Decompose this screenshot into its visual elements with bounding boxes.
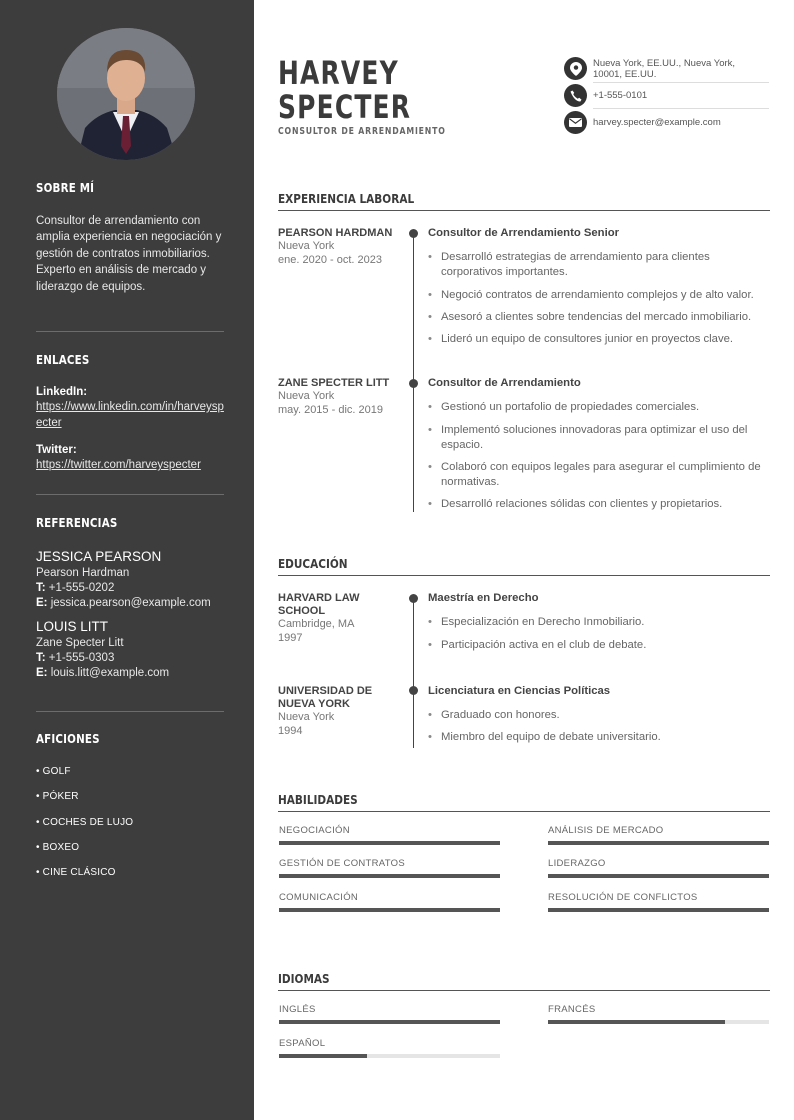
twitter-link[interactable]: https://twitter.com/harveyspecter <box>36 459 201 471</box>
job-bullet: • Desarrolló estrategias de arrendamiento para clientes corporativos importantes. <box>428 250 773 280</box>
skill-item <box>279 825 500 836</box>
timeline-dot <box>409 686 418 695</box>
name-block <box>278 56 483 137</box>
skill-label: LIDERAZGO <box>548 858 606 869</box>
phone-text: +1-555-0101 <box>593 90 648 101</box>
phone-label: T: <box>36 652 46 664</box>
skill-bar-fill <box>279 874 500 878</box>
school-name: UNIVERSIDAD DE NUEVA YORK <box>278 685 373 710</box>
linkedin-link[interactable]: https://www.linkedin.com/in/harveyspecter <box>36 401 224 429</box>
job-org: ZANE SPECTER LITT <box>278 377 390 389</box>
timeline-dot <box>409 594 418 603</box>
job-role: Consultor de Arrendamiento <box>428 377 581 389</box>
education-bullet: • Graduado con honores. <box>428 708 773 723</box>
divider <box>36 711 224 712</box>
divider <box>278 210 770 211</box>
language-item <box>279 1038 500 1049</box>
school-location: Cambridge, MA <box>278 618 355 630</box>
sidebar <box>0 0 254 1120</box>
reference-company: Pearson Hardman <box>36 567 130 579</box>
divider <box>278 811 770 812</box>
timeline-line <box>413 232 414 512</box>
degree: Maestría en Derecho <box>428 592 539 604</box>
skill-bar-fill <box>279 908 500 912</box>
language-item <box>279 1004 500 1015</box>
job-bullet: • Asesoró a clientes sobre tendencias del mercado inmobiliario. <box>428 310 773 325</box>
reference-name: LOUIS LITT <box>36 619 109 634</box>
languages-heading <box>278 971 770 986</box>
job-dates: may. 2015 - dic. 2019 <box>278 404 383 416</box>
email-value: louis.litt@example.com <box>50 667 170 679</box>
languages-heading-text: IDIOMAS <box>278 971 330 986</box>
links-heading: ENLACES <box>36 353 90 367</box>
email-value: jessica.pearson@example.com <box>50 597 211 609</box>
about-heading: SOBRE MÍ <box>36 181 95 195</box>
language-label: INGLÉS <box>279 1004 316 1015</box>
reference-phone <box>36 652 224 664</box>
timeline-line <box>413 597 414 748</box>
references-heading: REFERENCIAS <box>36 516 118 530</box>
email-icon <box>564 111 587 134</box>
job-dates: ene. 2020 - oct. 2023 <box>278 254 382 266</box>
education-heading <box>278 556 770 571</box>
last-name: SPECTER <box>278 88 412 126</box>
first-name: HARVEY <box>278 54 399 92</box>
divider <box>278 575 770 576</box>
school-name: HARVARD LAW SCHOOL <box>278 592 360 617</box>
skill-bar-fill <box>548 841 769 845</box>
hobby-item: • CINE CLÁSICO <box>36 867 116 879</box>
about-text: Consultor de arrendamiento con amplia experiencia en negociación y gestión de contratos inmobiliarios. Experto en análisis de mercado y liderazgo de equipos. <box>36 215 222 293</box>
skill-label: GESTIÓN DE CONTRATOS <box>279 858 405 869</box>
references-section <box>36 516 224 679</box>
reference-company: Zane Specter Litt <box>36 637 124 649</box>
job-role: Consultor de Arrendamiento Senior <box>428 227 620 239</box>
phone-label: T: <box>36 582 46 594</box>
job-meta <box>278 227 398 267</box>
skill-label: ANÁLISIS DE MERCADO <box>548 825 664 836</box>
divider <box>278 990 770 991</box>
skill-bar <box>279 841 500 845</box>
job-bullet: • Negoció contratos de arrendamiento complejos y de alto valor. <box>428 288 773 303</box>
skill-bar <box>548 874 769 878</box>
job-bullet: • Gestionó un portafolio de propiedades comerciales. <box>428 400 773 415</box>
divider <box>36 331 224 332</box>
language-bar-fill <box>548 1020 725 1024</box>
job-bullet: • Implementó soluciones innovadoras para optimizar el uso del espacio. <box>428 423 773 453</box>
education-bullet: • Especialización en Derecho Inmobiliario. <box>428 615 773 630</box>
language-item <box>548 1004 769 1015</box>
links-section <box>36 353 224 474</box>
divider <box>593 82 769 83</box>
education-heading-text: EDUCACIÓN <box>278 556 348 571</box>
school-location: Nueva York <box>278 711 335 723</box>
education-bullet: • Participación activa en el club de debate. <box>428 638 773 653</box>
job-bullet: • Colaboró con equipos legales para asegurar el cumplimiento de normativas. <box>428 460 773 490</box>
hobby-item: • COCHES DE LUJO <box>36 816 134 828</box>
skill-item <box>548 892 769 903</box>
hobbies-heading: AFICIONES <box>36 732 100 746</box>
skill-bar-fill <box>548 874 769 878</box>
language-bar <box>279 1020 500 1024</box>
reference-name: JESSICA PEARSON <box>36 549 162 564</box>
divider <box>36 494 224 495</box>
skill-item <box>279 858 500 869</box>
link-label: Twitter: <box>36 444 77 456</box>
timeline-dot <box>409 229 418 238</box>
education-bullet: • Miembro del equipo de debate universitario. <box>428 730 773 745</box>
skill-bar <box>279 874 500 878</box>
hobby-item: • PÓKER <box>36 791 79 803</box>
skill-bar <box>279 908 500 912</box>
email-label: E: <box>36 597 48 609</box>
skill-label: RESOLUCIÓN DE CONFLICTOS <box>548 892 698 903</box>
location-icon <box>564 57 587 80</box>
profile-photo <box>57 28 195 160</box>
reference-phone <box>36 582 224 594</box>
hobbies-section <box>36 732 224 892</box>
language-bar <box>548 1020 769 1024</box>
hobby-item: • BOXEO <box>36 841 80 853</box>
education-meta <box>278 685 398 738</box>
experience-heading <box>278 191 770 206</box>
skill-bar <box>548 841 769 845</box>
address-text: Nueva York, EE.UU., Nueva York, 10001, EE.UU. <box>593 58 736 80</box>
about-section <box>36 181 224 295</box>
phone-value: +1-555-0202 <box>48 582 115 594</box>
skill-bar-fill <box>548 908 769 912</box>
skill-item <box>548 858 769 869</box>
language-bar-fill <box>279 1054 367 1058</box>
language-bar-fill <box>279 1020 500 1024</box>
hobby-item: • GOLF <box>36 766 71 777</box>
skill-item <box>548 825 769 836</box>
timeline-dot <box>409 379 418 388</box>
skill-bar-fill <box>279 841 500 845</box>
skills-heading <box>278 792 770 807</box>
phone-icon <box>564 84 587 107</box>
skill-item <box>279 892 500 903</box>
language-label: ESPAÑOL <box>279 1038 326 1049</box>
link-twitter <box>36 444 224 474</box>
divider <box>593 108 769 109</box>
school-dates: 1997 <box>278 632 303 644</box>
language-bar <box>279 1054 500 1058</box>
skills-heading-text: HABILIDADES <box>278 792 358 807</box>
email-text: harvey.specter@example.com <box>593 117 721 128</box>
education-meta <box>278 592 398 645</box>
language-label: FRANCÉS <box>548 1004 596 1015</box>
reference-email <box>36 597 224 609</box>
degree: Licenciatura en Ciencias Políticas <box>428 685 611 697</box>
skill-bar <box>548 908 769 912</box>
job-location: Nueva York <box>278 240 335 252</box>
link-label: LinkedIn: <box>36 386 88 398</box>
experience-heading-text: EXPERIENCIA LABORAL <box>278 191 415 206</box>
job-bullet: • Lideró un equipo de consultores junior en proyectos clave. <box>428 332 773 347</box>
reference-item <box>36 619 224 679</box>
link-linkedin <box>36 386 224 431</box>
school-dates: 1994 <box>278 725 303 737</box>
job-title: CONSULTOR DE ARRENDAMIENTO <box>278 126 446 137</box>
phone-value: +1-555-0303 <box>48 652 115 664</box>
skill-label: COMUNICACIÓN <box>279 892 359 903</box>
email-label: E: <box>36 667 48 679</box>
job-org: PEARSON HARDMAN <box>278 227 393 239</box>
job-bullet: • Desarrolló relaciones sólidas con clientes y propietarios. <box>428 497 773 512</box>
job-meta <box>278 377 398 417</box>
reference-item <box>36 549 224 609</box>
skill-label: NEGOCIACIÓN <box>279 825 350 836</box>
job-location: Nueva York <box>278 390 335 402</box>
reference-email <box>36 667 224 679</box>
